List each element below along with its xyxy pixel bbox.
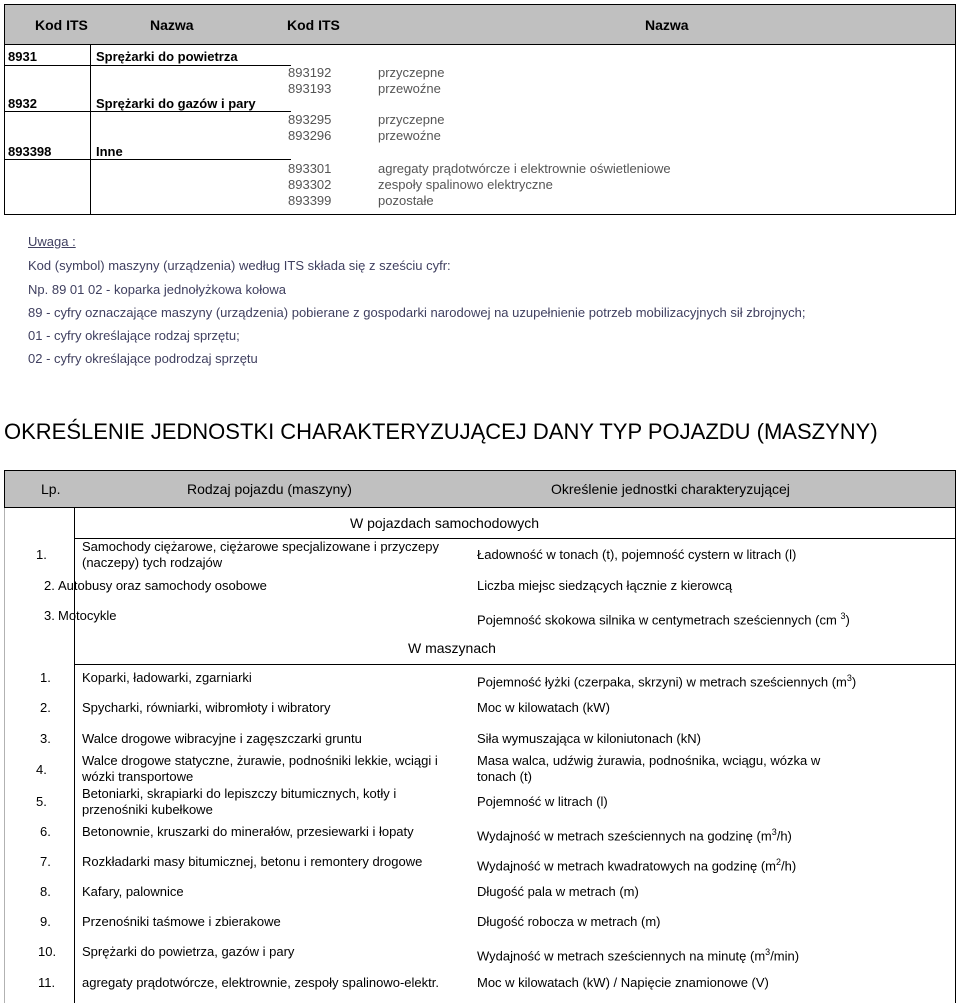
row-type: Kafary, palownice (82, 884, 184, 899)
row-lp: 1. (36, 547, 47, 562)
divider (4, 508, 5, 1003)
its-subname: zespoły spalinowo elektryczne (378, 177, 553, 192)
row-unit-end: ) (851, 674, 857, 690)
row-lp: 1. (40, 670, 51, 685)
its-subcode: 893192 (288, 65, 332, 80)
row-unit-text: Wydajność w metrach sześciennych na minutę (m (477, 948, 766, 964)
row-type: Spycharki, równiarki, wibromłoty i wibratory (82, 700, 331, 715)
row-unit: Moc w kilowatach (kW) / Napięcie znamionowe (V) (477, 975, 769, 990)
its-subcode: 893301 (288, 161, 332, 176)
its-code: 8931 (8, 49, 37, 64)
row-type: Autobusy oraz samochody osobowe (58, 578, 267, 593)
divider (90, 44, 91, 214)
header-vehicle-type: Rodzaj pojazdu (maszyny) (187, 481, 352, 497)
row-type: Rozkładarki masy bitumicznej, betonu i remontery drogowe (82, 854, 423, 869)
row-lp: 7. (40, 854, 51, 869)
header-lp: Lp. (41, 481, 61, 497)
row-unit: Liczba miejsc siedzących łącznie z kierowcą (477, 578, 733, 593)
superscript: 3 (846, 673, 852, 683)
row-unit: Długość pala w metrach (m) (477, 884, 639, 899)
its-subcode: 893295 (288, 112, 332, 127)
its-name: Sprężarki do powietrza (96, 49, 238, 64)
row-type: Motocykle (58, 608, 117, 623)
superscript: 3 (765, 947, 771, 957)
its-subname: pozostałe (378, 193, 434, 208)
row-type: Betoniarki, skrapiarki do lepiszczy bitumicznych, kotły i przenośniki kubełkowe (82, 786, 397, 817)
section-machines: W maszynach (408, 640, 496, 656)
header-unit: Określenie jednostki charakteryzującej (551, 481, 790, 497)
row-unit (477, 854, 796, 874)
row-type: Sprężarki do powietrza, gazów i pary (82, 944, 295, 959)
header-nazwa-2: Nazwa (645, 17, 689, 33)
row-type: Walce drogowe statyczne, żurawie, podnośniki lekkie, wciągi i wózki transportowe (82, 753, 438, 784)
row-lp: 2. (40, 700, 51, 715)
its-table-header (5, 5, 955, 45)
its-code: 893398 (8, 144, 52, 159)
row-lp: 8. (40, 884, 51, 899)
its-subcode: 893302 (288, 177, 332, 192)
row-type: Betonownie, kruszarki do minerałów, przesiewarki i łopaty (82, 824, 414, 839)
row-unit: Moc w kilowatach (kW) (477, 700, 610, 715)
row-unit-end: /h) (776, 828, 792, 844)
row-unit-end: ) (845, 612, 850, 628)
its-code: 8932 (8, 96, 37, 111)
unit-table-header (4, 470, 956, 508)
its-name: Sprężarki do gazów i pary (96, 96, 256, 111)
its-subcode: 893296 (288, 128, 332, 143)
note-line: 89 - cyfry oznaczające maszyny (urządzenia) pobierane z gospodarki narodowej na uzupełnienie potrzeb mobilizacyjnych sił zbrojnych; (28, 305, 806, 320)
row-lp: 9. (40, 914, 51, 929)
page-title: OKREŚLENIE JEDNOSTKI CHARAKTERYZUJĄCEJ DANY TYP POJAZDU (MASZYNY) (4, 419, 878, 444)
row-unit: Ładowność w tonach (t), pojemność cystern w litrach (l) (477, 547, 797, 562)
row-type: agregaty prądotwórcze, elektrownie, zespoły spalinowo-elektr. (82, 975, 439, 990)
superscript: 3 (771, 827, 777, 837)
row-unit: Masa walca, udźwig żurawia, podnośnika, wciągu, wózka w tonach (t) (477, 753, 821, 784)
note-label: Uwaga : (28, 234, 76, 249)
its-subname: przyczepne (378, 112, 445, 127)
row-unit-text: Wydajność w metrach sześciennych na godzinę (m (477, 828, 772, 844)
header-nazwa-1: Nazwa (150, 17, 194, 33)
row-unit (477, 608, 850, 628)
its-subname: przyczepne (378, 65, 445, 80)
its-subname: przewoźne (378, 128, 441, 143)
row-lp: 5. (36, 794, 47, 809)
divider (74, 664, 956, 665)
row-unit-text: Pojemność łyżki (czerpaka, skrzyni) w metrach sześciennych (m (477, 674, 847, 690)
row-lp: 6. (40, 824, 51, 839)
section-vehicles: W pojazdach samochodowych (350, 515, 540, 531)
row-lp: 10. (38, 944, 57, 959)
row-type: Koparki, ładowarki, zgarniarki (82, 670, 252, 685)
row-lp: 2. (44, 578, 55, 593)
row-unit-text: Pojemność skokowa silnika w centymetrach sześciennych (cm (477, 612, 837, 628)
note-line: 02 - cyfry określające podrodzaj sprzętu (28, 351, 258, 366)
row-unit: Siła wymuszająca w kiloniutonach (kN) (477, 731, 701, 746)
note-line: Kod (symbol) maszyny (urządzenia) według ITS składa się z sześciu cyfr: (28, 258, 451, 273)
row-unit: Pojemność w litrach (l) (477, 794, 608, 809)
row-lp: 3. (40, 731, 51, 746)
row-unit (477, 824, 792, 844)
row-type: Walce drogowe wibracyjne i zagęszczarki gruntu (82, 731, 362, 746)
row-unit-text: Wydajność w metrach kwadratowych na godzinę (m (477, 858, 777, 874)
row-unit (477, 944, 799, 964)
row-unit (477, 670, 856, 690)
divider (955, 508, 956, 1003)
divider (4, 111, 291, 112)
row-lp: 3. (44, 608, 55, 623)
row-lp: 11. (38, 975, 56, 990)
row-type: Przenośniki taśmowe i zbierakowe (82, 914, 281, 929)
its-subcode: 893399 (288, 193, 332, 208)
header-kod-its-1: Kod ITS (35, 17, 88, 33)
its-subname: przewoźne (378, 81, 441, 96)
row-unit: Długość robocza w metrach (m) (477, 914, 661, 929)
superscript: 2 (776, 857, 782, 867)
note-line: 01 - cyfry określające rodzaj sprzętu; (28, 328, 240, 343)
its-name: Inne (96, 144, 123, 159)
divider (4, 65, 291, 66)
row-type: Samochody ciężarowe, ciężarowe specjalizowane i przyczepy (naczepy) tych rodzajów (82, 539, 439, 570)
row-unit-end: /h) (781, 858, 797, 874)
its-subcode: 893193 (288, 81, 332, 96)
row-unit-end: /min) (770, 948, 800, 964)
row-lp: 4. (36, 762, 47, 777)
divider (4, 159, 291, 160)
superscript: 3 (840, 611, 846, 621)
note-line: Np. 89 01 02 - koparka jednołyżkowa kołowa (28, 282, 286, 297)
its-subname: agregaty prądotwórcze i elektrownie oświetleniowe (378, 161, 671, 176)
header-kod-its-2: Kod ITS (287, 17, 340, 33)
